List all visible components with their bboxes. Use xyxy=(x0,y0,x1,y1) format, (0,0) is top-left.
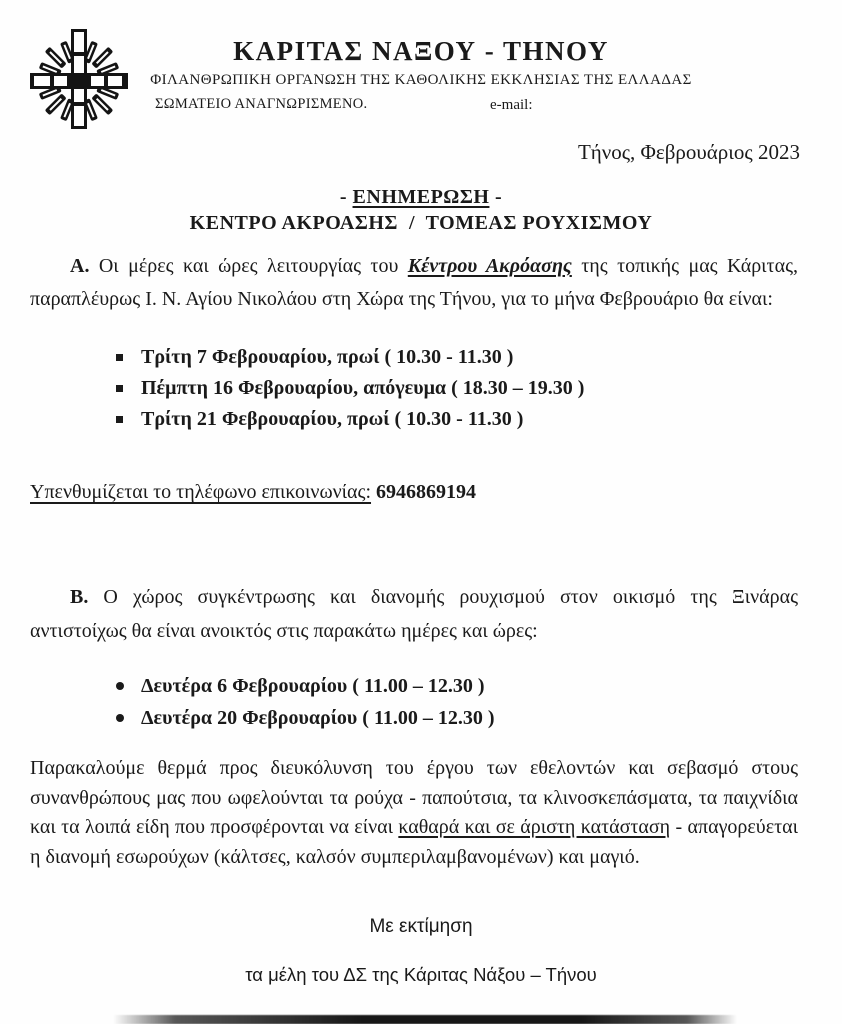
section-b-label: Β. xyxy=(70,586,89,608)
scan-artifact-bar xyxy=(113,1015,737,1024)
org-status-row xyxy=(0,96,842,116)
schedule-list-a xyxy=(114,342,842,435)
notice-emphasis: καθαρά και σε άριστη κατάσταση xyxy=(398,816,671,838)
letterhead xyxy=(0,0,842,170)
title-dash-left: - xyxy=(339,186,353,208)
closing-regards: Με εκτίμηση xyxy=(369,916,473,937)
paragraph-notice xyxy=(30,754,798,872)
schedule-item: Δευτέρα 6 Φεβρουαρίου ( 11.00 – 12.30 ) xyxy=(114,670,842,702)
schedule-item: Πέμπτη 16 Φεβρουαρίου, απόγευμα ( 18.30 – 19.30 ) xyxy=(114,373,842,404)
section-a-text-before: Οι μέρες και ώρες λειτουργίας του xyxy=(89,255,408,277)
notice-text-before: Παρακαλούμε θερμά προς διευκόλυνση του έργου των εθελοντών και σεβασμό στους συνανθρώπους μας που ωφελούνται τα ρούχα - παπούτσια, τα κλινοσκεπάσματα, τα παιχνίδια και τα λοιπά είδη που προσφέρονται να είναι xyxy=(30,757,798,838)
phone-reminder xyxy=(30,481,798,504)
section-a-label: Α. xyxy=(70,255,90,277)
schedule-item: Τρίτη 7 Φεβρουαρίου, πρωί ( 10.30 - 11.30 ) xyxy=(114,342,842,373)
title-line-1 xyxy=(0,184,842,210)
schedule-list-b xyxy=(114,670,842,734)
phone-number: 6946869194 xyxy=(371,481,477,503)
schedule-item: Δευτέρα 20 Φεβρουαρίου ( 11.00 – 12.30 ) xyxy=(114,702,842,734)
paragraph-section-a xyxy=(30,250,798,316)
paragraph-section-b xyxy=(30,580,798,648)
section-a-text-after: της τοπικής μας Κάριτας, παραπλέυρως Ι. Ν. Αγίου Νικολάου στη Χώρα της Τήνου, για το μήνα Φεβρουάριο θα είναι: xyxy=(30,255,798,310)
date-line: Τήνος, Φεβρουάριος 2023 xyxy=(577,140,800,164)
title-line-2: ΚΕΝΤΡΟ ΑΚΡΟΑΣΗΣ / ΤΟΜΕΑΣ ΡΟΥΧΙΣΜΟΥ xyxy=(189,212,653,234)
schedule-item: Τρίτη 21 Φεβρουαρίου, πρωί ( 10.30 - 11.30 ) xyxy=(114,404,842,435)
closing-signature: τα μέλη του ΔΣ της Κάριτας Νάξου – Τήνου xyxy=(245,964,597,985)
org-name: ΚΑΡΙΤΑΣ ΝΑΞΟΥ - ΤΗΝΟΥ xyxy=(233,36,609,66)
document-title xyxy=(0,184,842,236)
org-status: ΣΩΜΑΤΕΙΟ ΑΝΑΓΝΩΡΙΣΜΕΝΟ. xyxy=(155,96,368,112)
title-word: ΕΝΗΜΕΡΩΣΗ xyxy=(352,186,490,208)
email-label: e-mail: xyxy=(490,97,533,113)
title-dash-right: - xyxy=(489,186,503,208)
section-b-text: Ο χώρος συγκέντρωσης και διανομής ρουχισμού στον οικισμό της Ξινάρας αντιστοίχως θα είναι ανοικτός στις παρακάτω ημέρες και ώρες: xyxy=(30,586,798,642)
section-a-emphasis: Κέντρου Ακρόασης xyxy=(407,255,572,277)
notice-text-after: - απαγορεύεται η διανομή εσωρούχων (κάλτσες, καλσόν συμπεριλαμβανομένων) και μαγιό. xyxy=(30,816,798,868)
org-subtitle: ΦΙΛΑΝΘΡΩΠΙΚΗ ΟΡΓΑΝΩΣΗ ΤΗΣ ΚΑΘΟΛΙΚΗΣ ΕΚΚΛΗΣΙΑΣ ΤΗΣ ΕΛΛΑΔΑΣ xyxy=(150,72,692,88)
phone-label: Υπενθυμίζεται το τηλέφωνο επικοινωνίας: xyxy=(30,481,372,503)
